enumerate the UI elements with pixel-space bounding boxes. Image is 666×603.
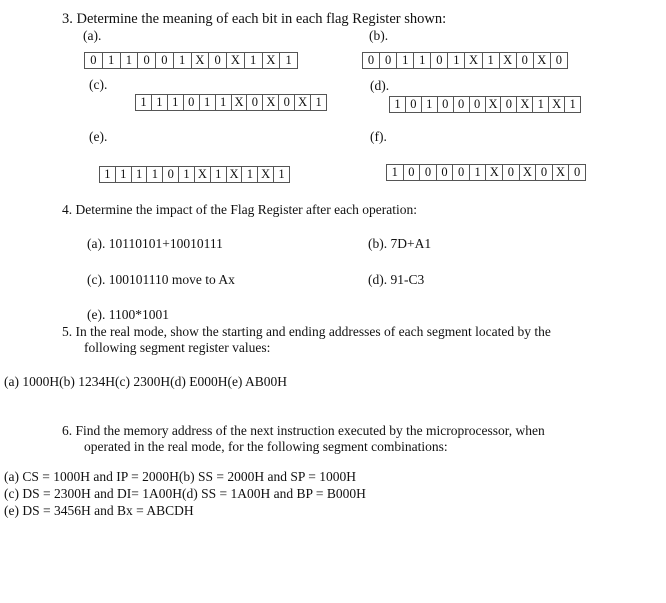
bit-cell: 0	[555, 53, 563, 67]
bit-cell: X	[295, 95, 311, 110]
question-5-line2: following segment register values:	[84, 340, 271, 355]
bit-cell: 0	[431, 53, 448, 68]
question-4-title: 4. Determine the impact of the Flag Register after each operation:	[62, 202, 417, 217]
bit-cell: X	[486, 97, 502, 112]
bit-cell: 0	[470, 97, 486, 112]
bit-cell: 1	[422, 97, 438, 112]
bit-cell: 1	[414, 53, 431, 68]
bit-cell: 0	[363, 53, 380, 68]
bit-cell: 1	[100, 167, 116, 182]
q4-item-a: (a). 10110101+10010111	[87, 236, 223, 251]
bit-cell: X	[500, 53, 517, 68]
register-f	[386, 164, 586, 181]
q4-item-b: (b). 7D+A1	[368, 236, 432, 251]
q6-line-a-b: (a) CS = 1000H and IP = 2000H(b) SS = 2000H and SP = 1000H	[4, 469, 356, 484]
bit-cell: 0	[156, 53, 174, 68]
register-e-label: (e).	[89, 129, 108, 144]
bit-cell: 0	[420, 165, 437, 180]
bit-cell: 1	[387, 165, 404, 180]
bit-cell: 1	[245, 53, 263, 68]
question-6-line1: 6. Find the memory address of the next instruction executed by the microprocessor, when	[62, 423, 545, 438]
bit-cell: 1	[569, 97, 576, 111]
register-b-label: (b).	[369, 28, 389, 43]
bit-cell: 0	[85, 53, 103, 68]
bit-cell: X	[232, 95, 248, 110]
bit-cell: 1	[242, 167, 258, 182]
bit-cell: 1	[132, 167, 148, 182]
q6-line-c-d: (c) DS = 2300H and DI= 1A00H(d) SS = 1A00H and BP = B000H	[4, 486, 366, 501]
bit-cell: X	[465, 53, 482, 68]
bit-cell: 0	[501, 97, 517, 112]
bit-cell: 1	[168, 95, 184, 110]
bit-cell: 1	[152, 95, 168, 110]
q4-item-d: (d). 91-C3	[368, 272, 425, 287]
q4-item-c: (c). 100101110 move to Ax	[87, 272, 235, 287]
bit-cell: 1	[200, 95, 216, 110]
bit-cell: 0	[138, 53, 156, 68]
bit-cell: 1	[147, 167, 163, 182]
bit-cell: X	[517, 97, 533, 112]
bit-cell: 1	[533, 97, 549, 112]
register-e	[99, 166, 290, 183]
bit-cell: 1	[483, 53, 500, 68]
register-d-label: (d).	[370, 78, 390, 93]
bit-cell: 1	[285, 53, 292, 67]
bit-cell: 1	[216, 95, 232, 110]
bit-cell: 0	[404, 165, 421, 180]
bit-cell: 1	[390, 97, 406, 112]
bit-cell: 1	[211, 167, 227, 182]
bit-cell: 1	[397, 53, 414, 68]
bit-cell: 0	[247, 95, 263, 110]
register-c	[135, 94, 327, 111]
bit-cell: 1	[179, 167, 195, 182]
bit-cell: 0	[517, 53, 534, 68]
bit-cell: 1	[174, 53, 192, 68]
question-5-line1: 5. In the real mode, show the starting and ending addresses of each segment located by the	[62, 324, 551, 339]
question-6-line2: operated in the real mode, for the following segment combinations:	[84, 439, 448, 454]
bit-cell: X	[195, 167, 211, 182]
bit-cell: 1	[116, 167, 132, 182]
register-a	[84, 52, 298, 69]
bit-cell: 0	[454, 97, 470, 112]
bit-cell: 1	[121, 53, 139, 68]
bit-cell: 0	[163, 167, 179, 182]
bit-cell: 0	[406, 97, 422, 112]
bit-cell: X	[227, 167, 243, 182]
register-a-label: (a).	[83, 28, 102, 43]
bit-cell: X	[486, 165, 503, 180]
bit-cell: X	[553, 165, 570, 180]
bit-cell: 0	[438, 97, 454, 112]
bit-cell: X	[549, 97, 565, 112]
register-b	[362, 52, 568, 69]
bit-cell: 1	[448, 53, 465, 68]
register-f-label: (f).	[370, 129, 387, 144]
q4-item-e: (e). 1100*1001	[87, 307, 169, 322]
bit-cell: 0	[209, 53, 227, 68]
bit-cell: X	[534, 53, 551, 68]
bit-cell: 1	[136, 95, 152, 110]
register-d	[389, 96, 581, 113]
question-3-title: 3. Determine the meaning of each bit in each flag Register shown:	[62, 11, 447, 27]
bit-cell: X	[263, 95, 279, 110]
bit-cell: X	[263, 53, 281, 68]
bit-cell: 0	[574, 165, 581, 179]
bit-cell: 1	[103, 53, 121, 68]
bit-cell: X	[520, 165, 537, 180]
bit-cell: 0	[380, 53, 397, 68]
bit-cell: 1	[278, 167, 285, 181]
question-5-values: (a) 1000H(b) 1234H(c) 2300H(d) E000H(e) AB00H	[4, 374, 288, 389]
bit-cell: X	[227, 53, 245, 68]
bit-cell: 1	[315, 95, 322, 109]
bit-cell: 0	[503, 165, 520, 180]
q6-line-e: (e) DS = 3456H and Bx = ABCDH	[4, 503, 194, 518]
bit-cell: 0	[453, 165, 470, 180]
bit-cell: X	[258, 167, 274, 182]
bit-cell: 1	[470, 165, 487, 180]
bit-cell: 0	[279, 95, 295, 110]
bit-cell: 0	[536, 165, 553, 180]
bit-cell: X	[192, 53, 210, 68]
bit-cell: 0	[184, 95, 200, 110]
bit-cell: 0	[437, 165, 454, 180]
register-c-label: (c).	[89, 77, 108, 92]
